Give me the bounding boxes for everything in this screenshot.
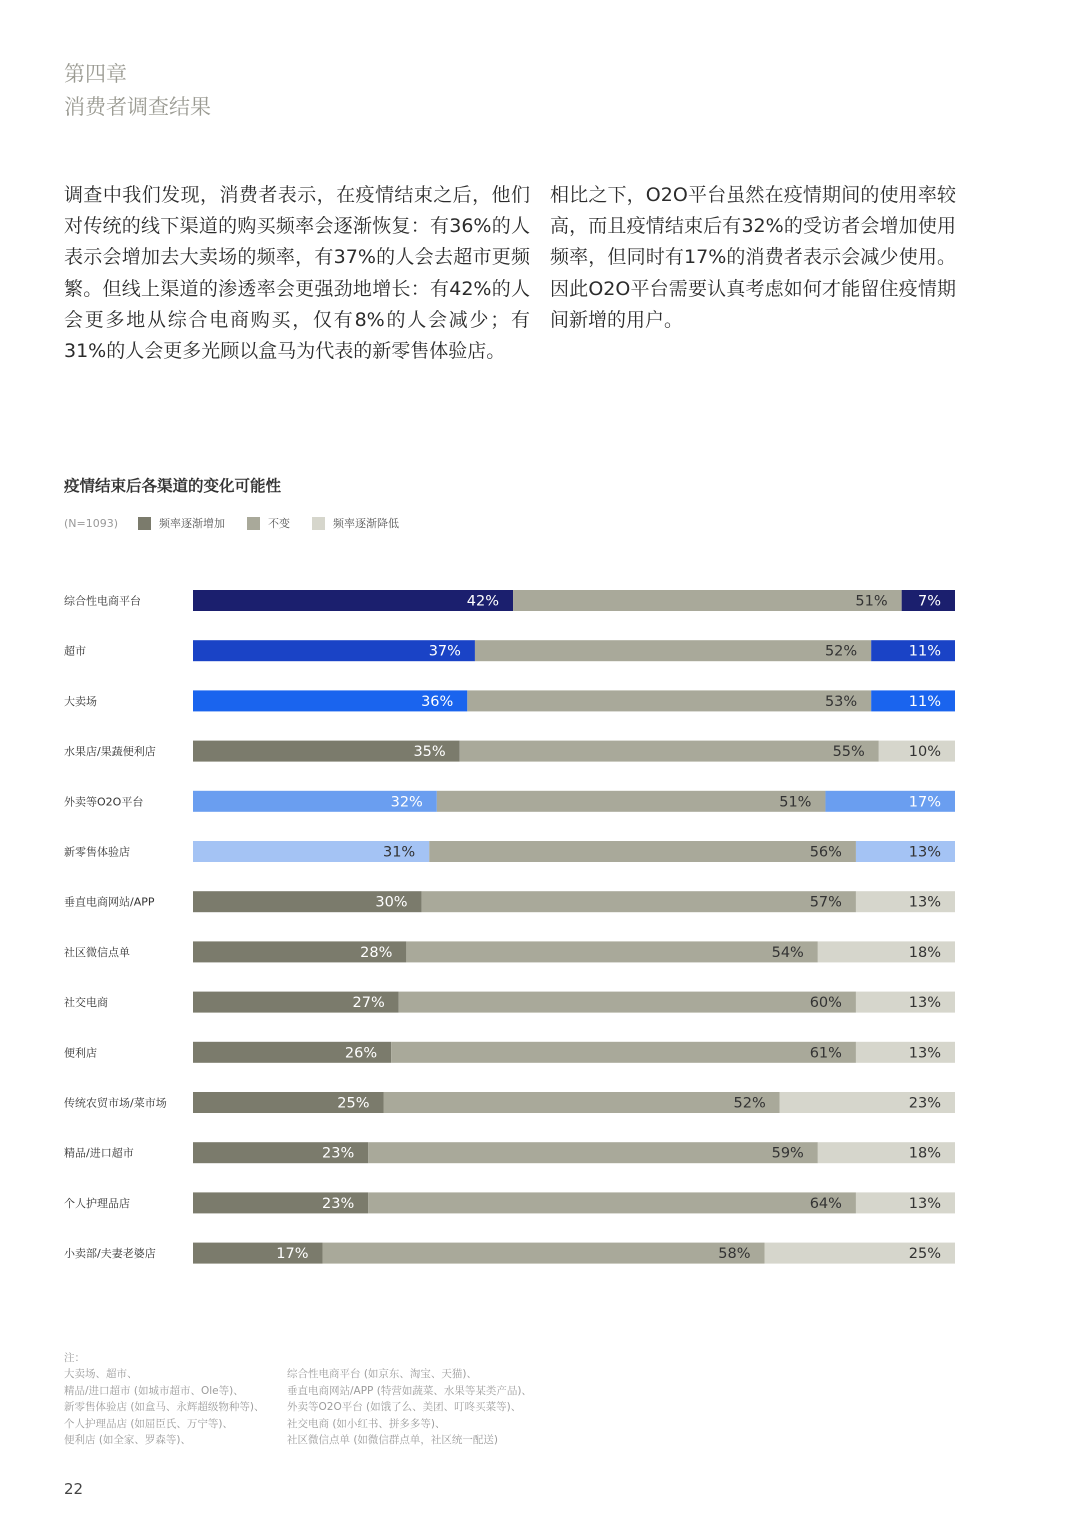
note-line: 新零售体验店 (如盒马、永辉超级物种等)、 [64, 1401, 265, 1414]
data-label: 56% [809, 844, 842, 861]
notes-heading: 注： [64, 1352, 85, 1364]
category-label: 外卖等O2O平台 [64, 795, 144, 809]
note-line: 个人护理品店 (如屈臣氏、万宁等)、 [64, 1417, 234, 1430]
bar-segment [368, 1192, 856, 1213]
data-label: 13% [908, 1045, 941, 1062]
category-label: 综合性电商平台 [64, 594, 141, 608]
note-line: 便利店 (如全家、罗森等)、 [64, 1434, 192, 1447]
chapter-title: 消费者调查结果 [64, 95, 211, 119]
bar-segment [193, 590, 513, 611]
legend-swatch-decrease [312, 517, 325, 530]
data-label: 18% [908, 1145, 941, 1162]
bar-segment [384, 1092, 780, 1113]
category-label: 水果店/果蔬便利店 [64, 745, 156, 759]
category-label: 精品/进口超市 [64, 1146, 134, 1160]
data-label: 7% [917, 593, 941, 610]
data-label: 42% [466, 593, 500, 610]
data-label: 58% [718, 1246, 751, 1263]
data-label: 59% [771, 1145, 804, 1162]
note-line: 大卖场、超市、 [64, 1368, 138, 1381]
bar-segment [422, 891, 856, 912]
category-label: 社交电商 [64, 996, 108, 1010]
data-label: 55% [832, 744, 865, 761]
data-label: 26% [344, 1045, 378, 1062]
chart-title: 疫情结束后各渠道的变化可能性 [64, 477, 282, 495]
notes-column-1 [64, 1350, 284, 1448]
category-label: 小卖部/夫妻老婆店 [64, 1247, 156, 1261]
category-label: 新零售体验店 [64, 845, 130, 859]
data-label: 32% [390, 794, 423, 811]
category-label: 传统农贸市场/菜市场 [64, 1096, 167, 1110]
intro-paragraph-left: 调查中我们发现，消费者表示，在疫情结束之后，他们对传统的线下渠道的购买频率会逐渐恢复：有36%的人表示会增加去大卖场的频率，有37%的人会去超市更频繁。但线上渠道的渗透率会更强劲地增长：有42%的人会更多地从综合电商购买，仅有8%的人会减少；有31%的人会更多光顾以盒马为代表的新零售体验店。 [64, 184, 530, 363]
note-line: 垂直电商网站/APP (特营如蔬菜、水果等某类产品)、 [287, 1384, 532, 1397]
note-line: 精品/进口超市 (如城市超市、Ole等)、 [64, 1384, 244, 1397]
bar-segment [460, 741, 879, 762]
data-label: 13% [908, 894, 941, 911]
data-label: 18% [908, 944, 941, 961]
data-label: 54% [771, 944, 804, 961]
chapter-number: 第四章 [64, 62, 127, 86]
data-label: 23% [322, 1145, 355, 1162]
data-label: 53% [824, 693, 858, 710]
data-label: 25% [337, 1095, 370, 1112]
data-label: 37% [428, 643, 461, 660]
note-line: 外卖等O2O平台 (如饿了么、美团、叮咚买菜等)、 [287, 1401, 522, 1414]
chapter-heading [64, 58, 211, 124]
bar-segment [391, 1042, 856, 1063]
data-label: 30% [375, 894, 408, 911]
data-label: 52% [824, 643, 858, 660]
data-label: 27% [352, 995, 385, 1012]
data-label: 23% [908, 1095, 941, 1112]
chart-legend [64, 514, 421, 532]
data-label: 17% [276, 1246, 309, 1263]
legend-label-same: 不变 [268, 517, 291, 530]
stacked-bar-chart [0, 570, 1080, 1290]
data-label: 25% [908, 1246, 941, 1263]
legend-label-increase: 频率逐渐增加 [159, 517, 226, 530]
data-label: 35% [413, 744, 446, 761]
legend-swatch-increase [138, 517, 151, 530]
data-label: 11% [908, 693, 941, 710]
bar-segment [368, 1142, 818, 1163]
data-label: 52% [733, 1095, 766, 1112]
data-label: 36% [421, 693, 454, 710]
bar-segment [475, 640, 871, 661]
note-line: 社区微信点单 (如微信群点单，社区统一配送) [287, 1434, 499, 1447]
category-label: 便利店 [64, 1046, 97, 1060]
page-number: 22 [64, 1480, 84, 1498]
legend-label-decrease: 频率逐渐降低 [333, 517, 400, 530]
category-label: 超市 [64, 644, 86, 658]
data-label: 28% [360, 944, 393, 961]
data-label: 10% [908, 744, 941, 761]
notes-column-2 [287, 1350, 587, 1448]
data-label: 17% [908, 794, 941, 811]
category-label: 社区微信点单 [64, 945, 130, 959]
bar-segment [437, 791, 826, 812]
bar-segment [323, 1243, 765, 1264]
data-label: 13% [908, 844, 941, 861]
data-label: 61% [809, 1045, 842, 1062]
data-label: 23% [322, 1195, 355, 1212]
bar-segment [406, 941, 817, 962]
data-label: 57% [809, 894, 842, 911]
note-line: 社交电商 (如小红书、拼多多等)、 [287, 1417, 446, 1430]
note-line: 综合性电商平台 (如京东、淘宝、天猫)、 [287, 1368, 478, 1381]
data-label: 13% [908, 1195, 941, 1212]
legend-swatch-same [247, 517, 260, 530]
bar-segment [467, 690, 871, 711]
bar-segment [513, 590, 902, 611]
data-label: 51% [855, 593, 888, 610]
category-label: 垂直电商网站/APP [64, 895, 155, 909]
bar-segment [429, 841, 856, 862]
data-label: 64% [809, 1195, 842, 1212]
sample-size: (N=1093) [64, 516, 119, 530]
data-label: 31% [382, 844, 416, 861]
bar-segment [399, 992, 856, 1013]
data-label: 11% [908, 643, 941, 660]
data-label: 60% [809, 995, 842, 1012]
category-label: 个人护理品店 [64, 1196, 130, 1210]
data-label: 51% [779, 794, 812, 811]
intro-paragraph-right: 相比之下，O2O平台虽然在疫情期间的使用率较高，而且疫情结束后有32%的受访者会增加使用频率，但同时有17%的消费者表示会减少使用。因此O2O平台需要认真考虑如何才能留住疫情期间新增的用户。 [550, 184, 956, 331]
data-label: 13% [908, 995, 941, 1012]
category-label: 大卖场 [64, 694, 97, 708]
